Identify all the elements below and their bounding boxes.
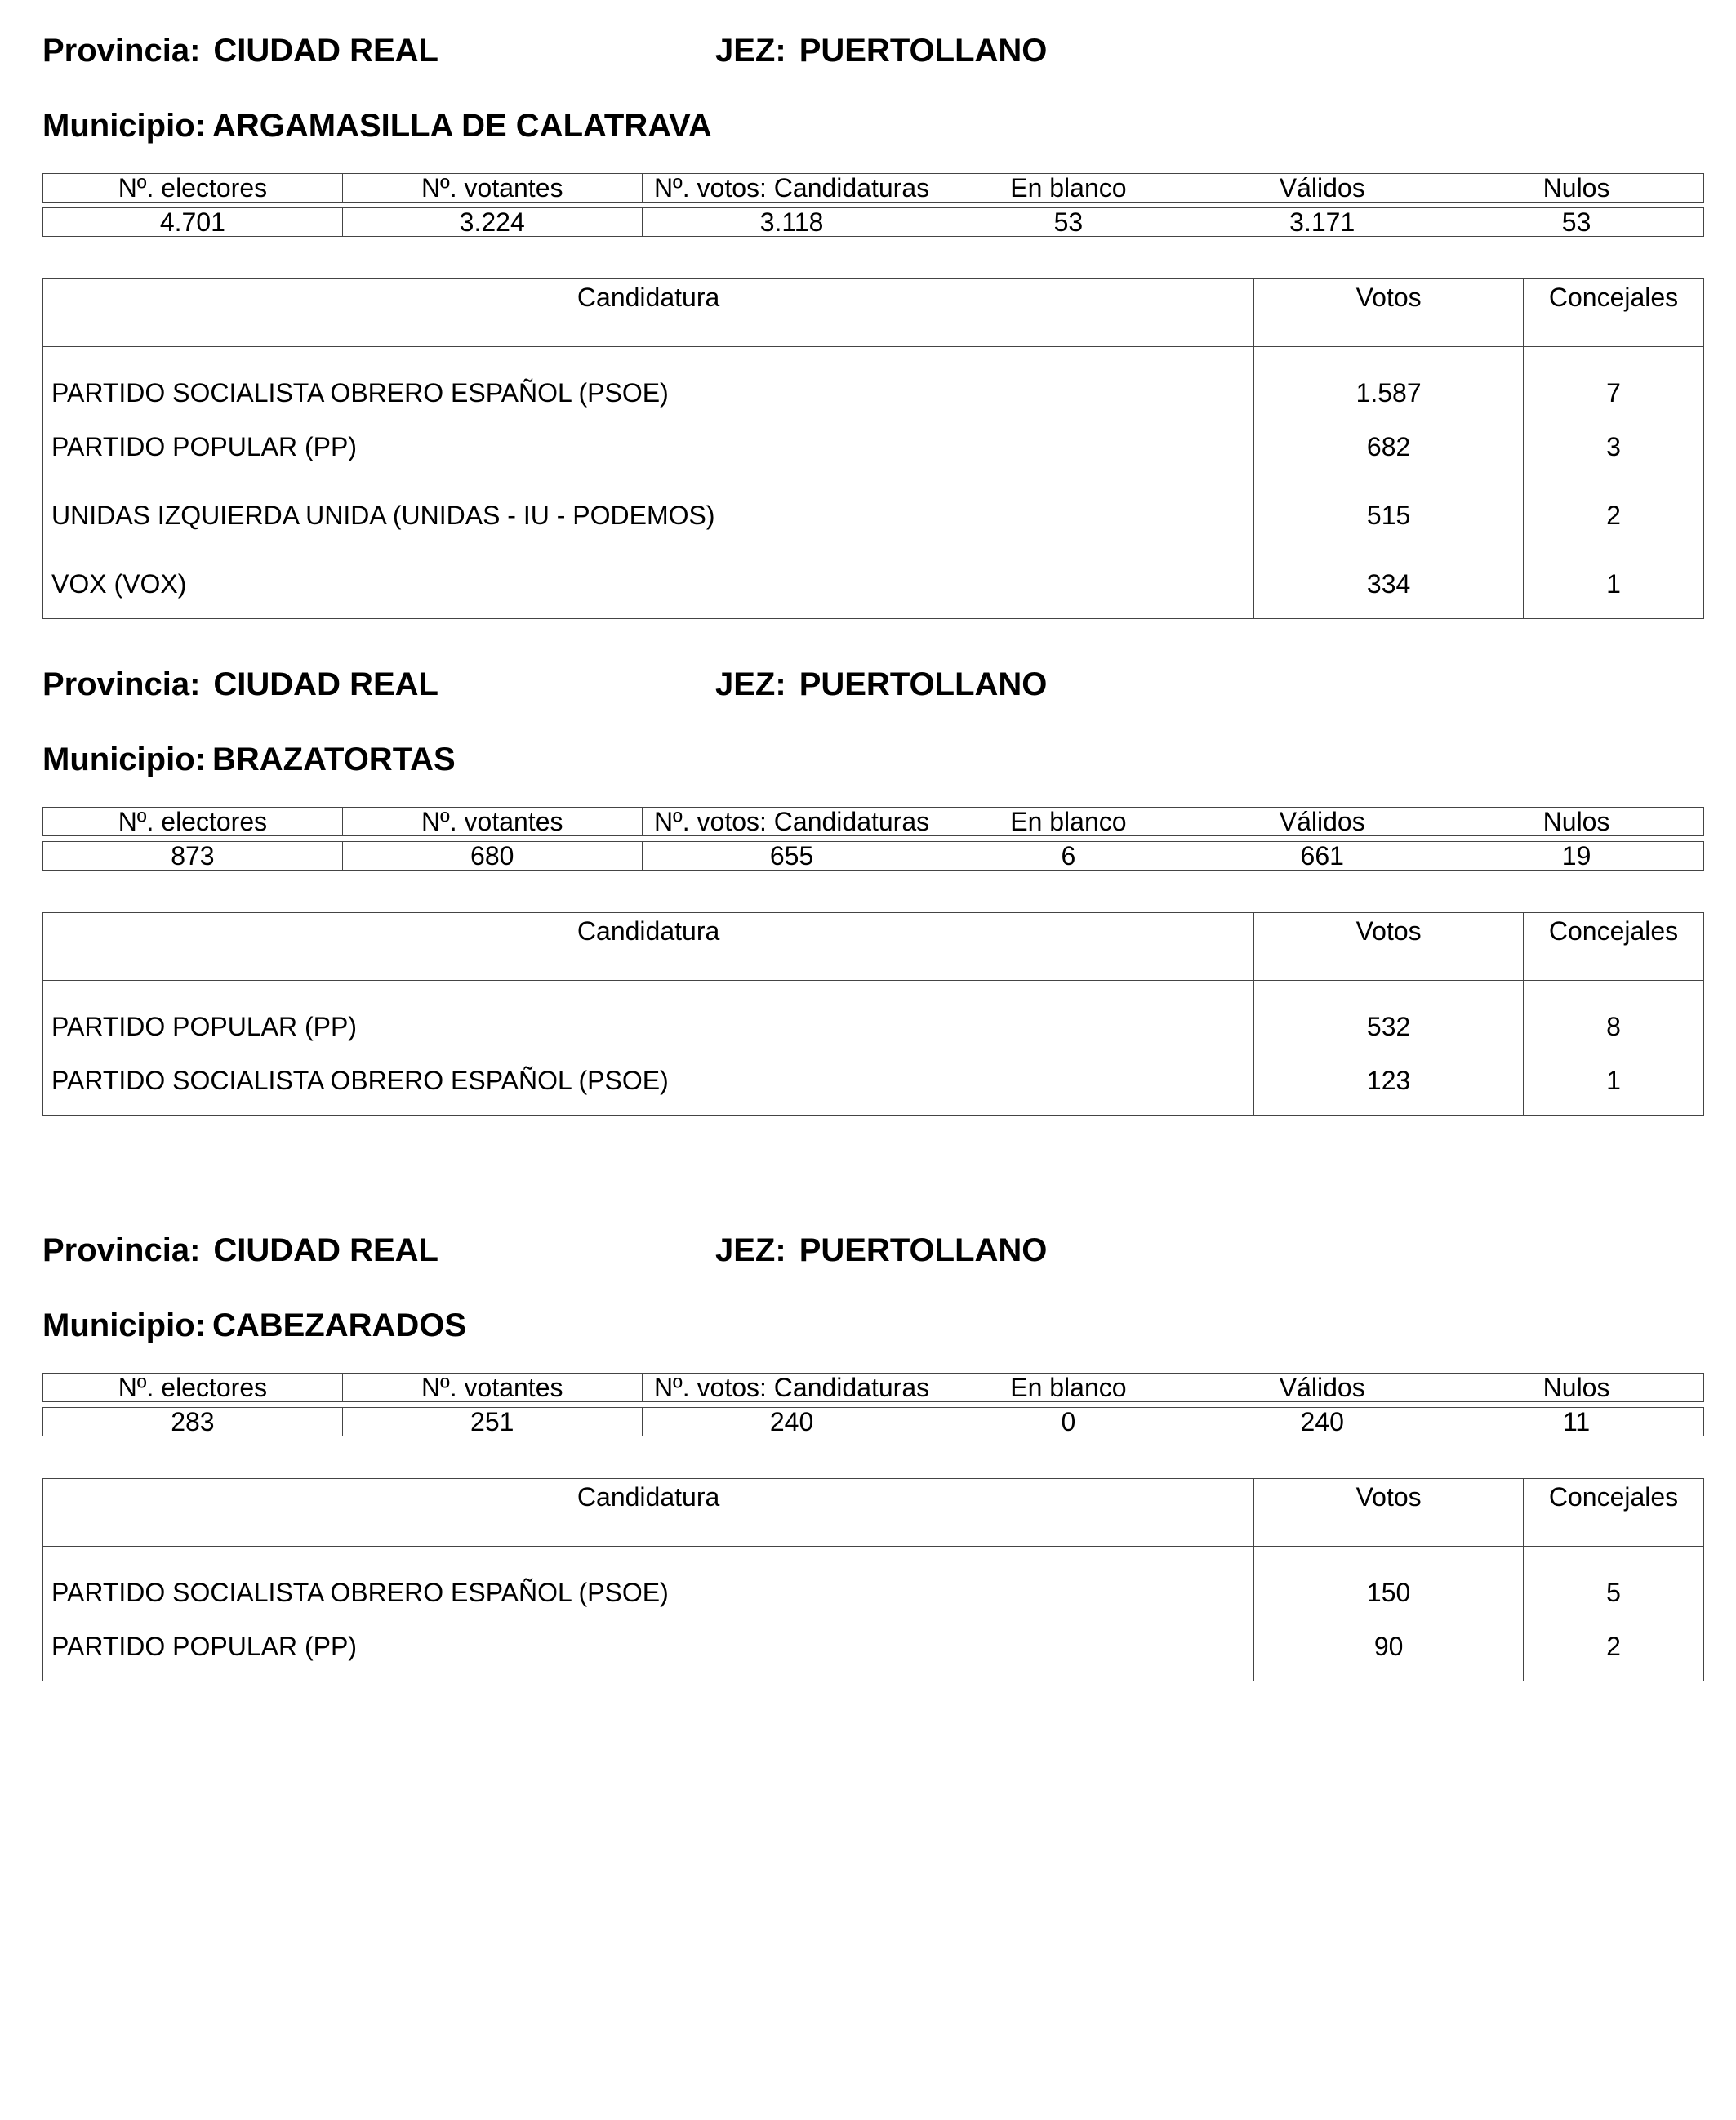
jez-heading: [715, 31, 1047, 70]
stats-header-validos: Válidos: [1195, 1374, 1449, 1402]
stats-header-en-blanco: En blanco: [941, 1374, 1195, 1402]
stats-header-nulos: Nulos: [1449, 1374, 1704, 1402]
candidatura-header: Candidatura: [43, 279, 1254, 347]
stats-header-nulos: Nulos: [1449, 174, 1704, 203]
stats-header-validos: Válidos: [1195, 174, 1449, 203]
candidatura-name: PARTIDO SOCIALISTA OBRERO ESPAÑOL (PSOE): [43, 347, 1254, 413]
municipio-value: BRAZATORTAS: [211, 742, 456, 777]
table-row: [43, 481, 1704, 550]
candidatura-votos: 682: [1254, 412, 1524, 481]
stats-value-nulos: 53: [1449, 208, 1704, 237]
provincia-heading: [42, 665, 438, 704]
jez-heading: [715, 665, 1047, 704]
votos-header: Votos: [1254, 913, 1524, 981]
candidaturas-table: [42, 278, 1704, 619]
stats-header-votos-candidaturas: Nº. votos: Candidaturas: [642, 808, 941, 836]
candidatura-votos: 515: [1254, 481, 1524, 550]
municipio-value: ARGAMASILLA DE CALATRAVA: [211, 108, 712, 144]
stats-header-votantes: Nº. votantes: [342, 808, 642, 836]
candidatura-votos: 150: [1254, 1547, 1524, 1613]
candidatura-concejales: 3: [1524, 412, 1704, 481]
stats-table: [42, 807, 1704, 871]
provincia-value: CIUDAD REAL: [213, 1232, 438, 1268]
stats-table: [42, 1373, 1704, 1436]
candidatura-concejales: 5: [1524, 1547, 1704, 1613]
table-row: [43, 550, 1704, 619]
candidatura-votos: 532: [1254, 981, 1524, 1047]
candidaturas-header-row: [43, 1479, 1704, 1547]
concejales-header: Concejales: [1524, 279, 1704, 347]
table-row: [43, 1612, 1704, 1681]
votos-header: Votos: [1254, 279, 1524, 347]
municipio-label: Municipio:: [42, 1307, 206, 1343]
stats-value-en-blanco: 6: [941, 842, 1195, 871]
stats-table: [42, 173, 1704, 237]
candidatura-concejales: 2: [1524, 481, 1704, 550]
stats-value-electores: 4.701: [43, 208, 343, 237]
table-row: [43, 412, 1704, 481]
candidatura-votos: 123: [1254, 1046, 1524, 1116]
stats-header-votantes: Nº. votantes: [342, 1374, 642, 1402]
candidaturas-table: [42, 912, 1704, 1116]
candidatura-votos: 90: [1254, 1612, 1524, 1681]
candidatura-votos: 1.587: [1254, 347, 1524, 413]
concejales-header: Concejales: [1524, 1479, 1704, 1547]
candidaturas-table: [42, 1478, 1704, 1681]
candidatura-name: PARTIDO SOCIALISTA OBRERO ESPAÑOL (PSOE): [43, 1046, 1254, 1116]
stats-header-row: [43, 1374, 1704, 1402]
stats-value-validos: 240: [1195, 1408, 1449, 1436]
stats-header-electores: Nº. electores: [43, 808, 343, 836]
candidatura-concejales: 8: [1524, 981, 1704, 1047]
stats-header-row: [43, 808, 1704, 836]
stats-value-en-blanco: 53: [941, 208, 1195, 237]
candidaturas-header-row: [43, 913, 1704, 981]
stats-value-votos-candidaturas: 240: [642, 1408, 941, 1436]
candidatura-name: VOX (VOX): [43, 550, 1254, 619]
stats-value-row: [43, 1408, 1704, 1436]
stats-value-row: [43, 208, 1704, 237]
jez-value: PUERTOLLANO: [799, 666, 1048, 702]
candidatura-votos: 334: [1254, 550, 1524, 619]
provincia-label: Provincia:: [42, 666, 201, 702]
table-row: [43, 1547, 1704, 1613]
candidatura-name: PARTIDO POPULAR (PP): [43, 412, 1254, 481]
candidatura-name: PARTIDO POPULAR (PP): [43, 981, 1254, 1047]
candidatura-concejales: 7: [1524, 347, 1704, 413]
provincia-heading: [42, 31, 438, 70]
provincia-value: CIUDAD REAL: [213, 666, 438, 702]
stats-value-nulos: 19: [1449, 842, 1704, 871]
jez-heading: [715, 1231, 1047, 1270]
provincia-label: Provincia:: [42, 1232, 201, 1268]
candidatura-concejales: 2: [1524, 1612, 1704, 1681]
stats-value-votantes: 680: [342, 842, 642, 871]
stats-value-en-blanco: 0: [941, 1408, 1195, 1436]
provincia-label: Provincia:: [42, 33, 201, 69]
stats-header-row: [43, 174, 1704, 203]
jez-label: JEZ:: [715, 666, 786, 702]
votos-header: Votos: [1254, 1479, 1524, 1547]
candidatura-name: PARTIDO POPULAR (PP): [43, 1612, 1254, 1681]
jez-value: PUERTOLLANO: [799, 33, 1048, 69]
stats-header-en-blanco: En blanco: [941, 174, 1195, 203]
concejales-header: Concejales: [1524, 913, 1704, 981]
stats-value-validos: 661: [1195, 842, 1449, 871]
jez-label: JEZ:: [715, 33, 786, 69]
stats-value-electores: 283: [43, 1408, 343, 1436]
stats-header-nulos: Nulos: [1449, 808, 1704, 836]
candidatura-name: UNIDAS IZQUIERDA UNIDA (UNIDAS - IU - PODEMOS): [43, 481, 1254, 550]
municipio-heading: [42, 106, 712, 145]
candidatura-name: PARTIDO SOCIALISTA OBRERO ESPAÑOL (PSOE): [43, 1547, 1254, 1613]
stats-value-votos-candidaturas: 655: [642, 842, 941, 871]
stats-header-en-blanco: En blanco: [941, 808, 1195, 836]
table-row: [43, 347, 1704, 413]
stats-header-electores: Nº. electores: [43, 174, 343, 203]
stats-value-electores: 873: [43, 842, 343, 871]
municipio-label: Municipio:: [42, 742, 206, 777]
candidatura-concejales: 1: [1524, 550, 1704, 619]
candidaturas-header-row: [43, 279, 1704, 347]
stats-header-votos-candidaturas: Nº. votos: Candidaturas: [642, 174, 941, 203]
candidatura-concejales: 1: [1524, 1046, 1704, 1116]
stats-value-row: [43, 842, 1704, 871]
stats-value-votantes: 251: [342, 1408, 642, 1436]
stats-value-nulos: 11: [1449, 1408, 1704, 1436]
stats-value-votantes: 3.224: [342, 208, 642, 237]
candidatura-header: Candidatura: [43, 913, 1254, 981]
stats-header-votos-candidaturas: Nº. votos: Candidaturas: [642, 1374, 941, 1402]
table-row: [43, 1046, 1704, 1116]
stats-value-votos-candidaturas: 3.118: [642, 208, 941, 237]
municipio-heading: [42, 740, 456, 779]
stats-header-validos: Válidos: [1195, 808, 1449, 836]
table-row: [43, 981, 1704, 1047]
jez-value: PUERTOLLANO: [799, 1232, 1048, 1268]
municipio-heading: [42, 1306, 466, 1345]
municipio-label: Municipio:: [42, 108, 206, 144]
stats-header-electores: Nº. electores: [43, 1374, 343, 1402]
stats-value-validos: 3.171: [1195, 208, 1449, 237]
candidatura-header: Candidatura: [43, 1479, 1254, 1547]
provincia-value: CIUDAD REAL: [213, 33, 438, 69]
municipio-value: CABEZARADOS: [211, 1307, 467, 1343]
stats-header-votantes: Nº. votantes: [342, 174, 642, 203]
provincia-heading: [42, 1231, 438, 1270]
jez-label: JEZ:: [715, 1232, 786, 1268]
